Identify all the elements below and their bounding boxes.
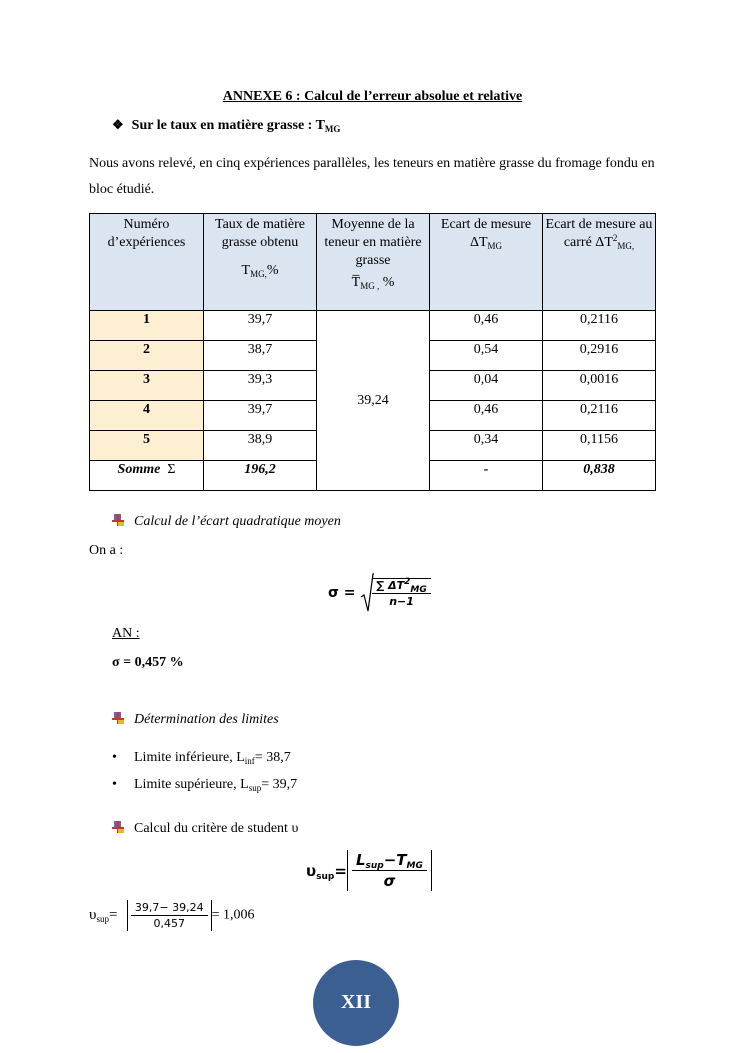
header-mean-fat: Moyenne de la teneur en matière grasse $T̅_{MG ,}$ % — [317, 214, 430, 311]
cell-taux: 39,7 — [204, 311, 317, 341]
cell-num: 4 — [90, 401, 204, 431]
on-a-label: On a : — [89, 543, 124, 558]
cell-sum-taux: 196,2 — [204, 461, 317, 491]
sigma-formula: σ = $\frac{\sum \Delta T^2_{MG}}{n-1}$ — [328, 573, 431, 613]
student-formula: $\upsilon_{sup}=$ $\frac{L_{sup}-T_{MG}}{\sigma}$ — [306, 850, 432, 891]
page-title: ANNEXE 6 : Calcul de l’erreur absolue et relative — [222, 89, 523, 104]
cell-num: 1 — [90, 311, 204, 341]
diamond-bullet-icon: ❖ — [112, 117, 124, 132]
bullet-dot-icon: • — [112, 777, 117, 792]
cell-sum-ecart: - — [430, 461, 543, 491]
cell-taux: 38,7 — [204, 341, 317, 371]
results-table — [89, 213, 656, 491]
arrow-bullet-icon — [112, 514, 124, 526]
cell-ecart: 0,46 — [430, 311, 543, 341]
cell-taux: 39,3 — [204, 371, 317, 401]
student-application: $\upsilon_{sup}=$ $\frac{39,7- 39,24}{0,457}$ = 1,006 — [89, 901, 255, 930]
subheading: ❖ Sur le taux en matière grasse : $T_{MG}$ — [112, 117, 341, 134]
cell-carre: 0,2116 — [543, 401, 656, 431]
an-label: AN : — [112, 626, 140, 641]
cell-ecart: 0,46 — [430, 401, 543, 431]
section-heading-limits: Détermination des limites — [112, 712, 279, 728]
table-row — [90, 311, 656, 341]
intro-paragraph: Nous avons relevé, en cinq expériences parallèles, les teneurs en matière grasse du fromage fondu en bloc étudié. — [89, 156, 655, 197]
arrow-bullet-icon — [112, 712, 124, 724]
cell-taux: 39,7 — [204, 401, 317, 431]
cell-ecart: 0,34 — [430, 431, 543, 461]
header-deviation: Ecart de mesure $\Delta T_{MG}$ — [430, 214, 543, 311]
table-header-row — [90, 214, 656, 311]
cell-ecart: 0,54 — [430, 341, 543, 371]
cell-sum-carre: 0,838 — [543, 461, 656, 491]
arrow-bullet-icon — [112, 821, 124, 833]
cell-taux: 38,9 — [204, 431, 317, 461]
sigma-result: σ = 0,457 % — [112, 655, 184, 670]
cell-num: 5 — [90, 431, 204, 461]
cell-num: 3 — [90, 371, 204, 401]
header-fat-rate: Taux de matière grasse obtenu $T_{MG,}\%$ — [204, 214, 317, 311]
list-item: • Limite supérieure, $L_{sup}= 39,7$ — [112, 777, 298, 793]
bullet-dot-icon: • — [112, 750, 117, 765]
cell-carre: 0,2116 — [543, 311, 656, 341]
cell-carre: 0,1156 — [543, 431, 656, 461]
header-squared-deviation: Ecart de mesure au carré $\Delta T^2_{MG,}$ — [543, 214, 656, 311]
cell-num: 2 — [90, 341, 204, 371]
cell-sum-label: Somme Σ — [90, 461, 204, 491]
section-heading-student: Calcul du critère de student υ — [112, 821, 298, 837]
cell-carre: 0,0016 — [543, 371, 656, 401]
cell-mean: 39,24 — [317, 311, 430, 491]
header-experiment-number: Numéro d’expériences — [90, 214, 204, 311]
cell-ecart: 0,04 — [430, 371, 543, 401]
list-item: • Limite inférieure, $L_{inf}= 38,7$ — [112, 750, 291, 766]
section-heading-quadratic: Calcul de l’écart quadratique moyen — [112, 514, 341, 530]
cell-carre: 0,2916 — [543, 341, 656, 371]
page-number-badge: XII — [313, 960, 399, 1046]
